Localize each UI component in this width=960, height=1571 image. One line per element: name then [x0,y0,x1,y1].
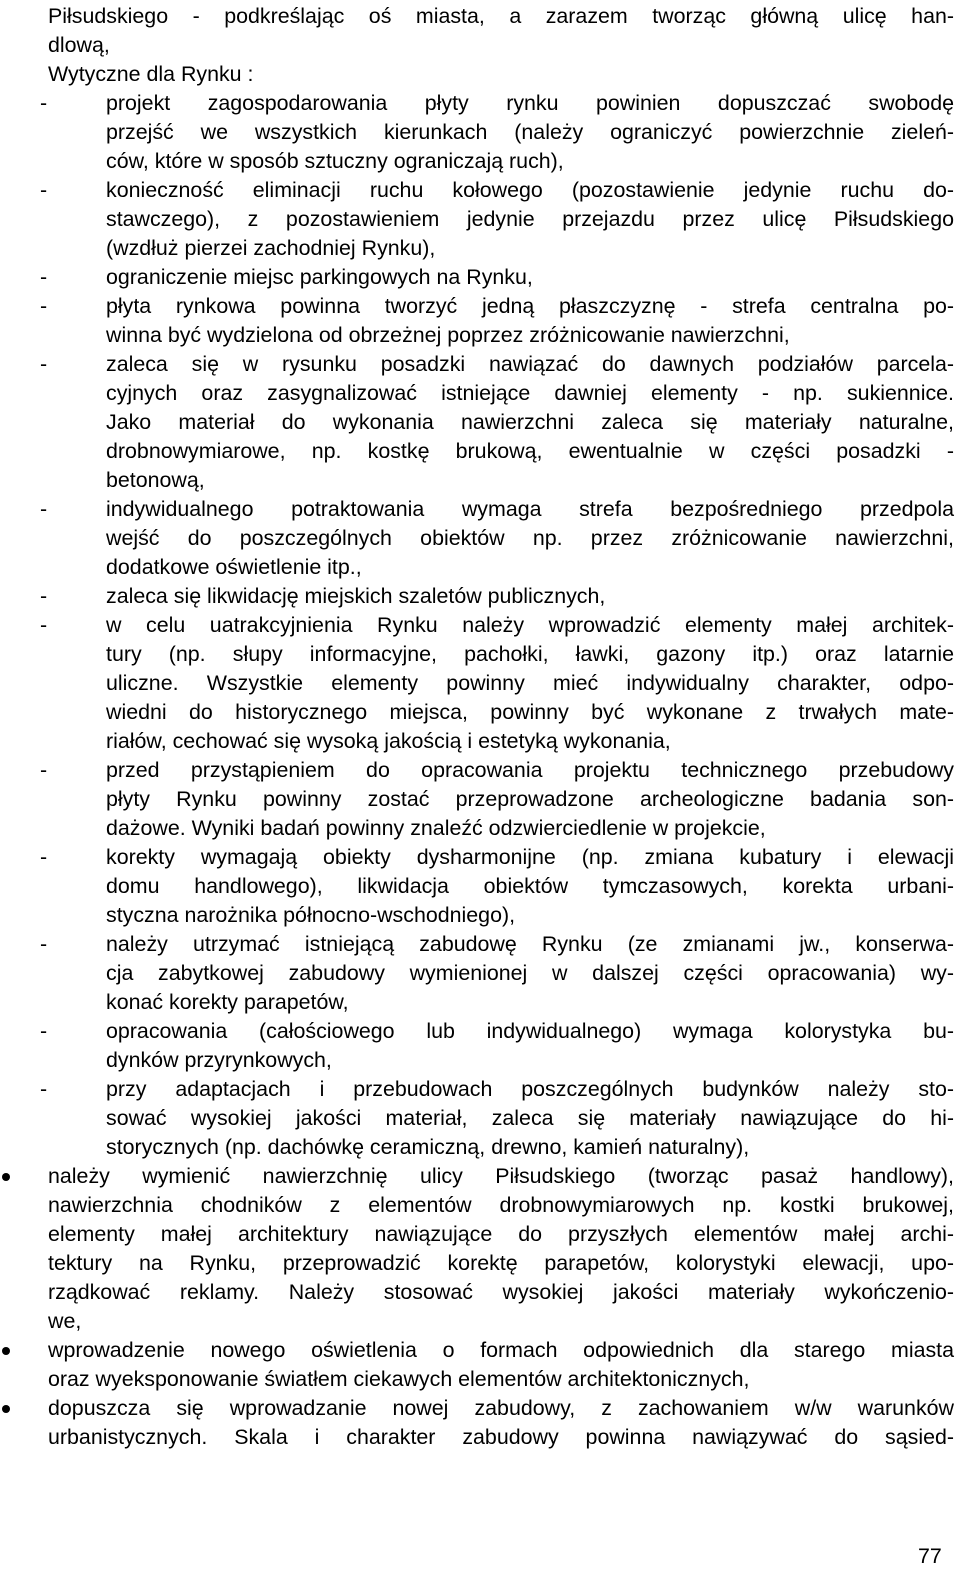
text-line: Wytyczne dla Rynku : [48,62,254,86]
text-line: korekty wymagają obiekty dysharmonijne (np. zmiana kubatury i elewacji [106,845,954,869]
text-line: uliczne. Wszystkie elementy powinny mieć indywidualny charakter, odpo- [106,671,954,695]
list-dash-marker: - [40,294,48,318]
list-dash-marker: - [40,584,48,608]
text-line: tury (np. słupy informacyjne, pachołki, ławki, gazony itp.) oraz latarnie [106,642,954,666]
text-line: riałów, cechować się wysoką jakością i estetyką wykonania, [106,729,671,753]
text-line: drobnowymiarowe, np. kostkę brukową, ewentualnie w części posadzki - [106,439,954,463]
text-line: indywidualnego potraktowania wymaga strefa bezpośredniego przedpola [106,497,954,521]
list-dash-marker: - [40,352,48,376]
text-line: dopuszcza się wprowadzanie nowej zabudowy, z zachowaniem w/w warunków [48,1396,954,1420]
text-line: stawczego), z pozostawieniem jedynie przejazdu przez ulicę Piłsudskiego [106,207,954,231]
text-line: betonową, [106,468,205,492]
text-line: projekt zagospodarowania płyty rynku powinien dopuszczać swobodę [106,91,954,115]
text-line: (wzdłuż pierzei zachodniej Rynku), [106,236,436,260]
text-line: winna być wydzielona od obrzeżnej poprzez zróżnicowanie nawierzchni, [106,323,790,347]
text-line: dynków przyrynkowych, [106,1048,332,1072]
text-line: dodatkowe oświetlenie itp., [106,555,362,579]
list-dash-marker: - [40,613,48,637]
list-dash-marker: - [40,178,48,202]
text-line: konać korekty parapetów, [106,990,349,1014]
text-line: opracowania (całościowego lub indywidualnego) wymaga kolorystyka bu- [106,1019,954,1043]
text-line: ograniczenie miejsc parkingowych na Rynku, [106,265,533,289]
text-line: wejść do poszczególnych obiektów np. przez zróżnicowanie nawierzchni, [106,526,954,550]
text-line: konieczność eliminacji ruchu kołowego (pozostawienie jedynie ruchu do- [106,178,954,202]
text-line: wiedni do historycznego miejsca, powinny być wykonane z trwałych mate- [106,700,954,724]
list-dash-marker: - [40,845,48,869]
list-dash-marker: - [40,1077,48,1101]
text-line: oraz wyeksponowanie światłem ciekawych elementów architektonicznych, [48,1367,750,1391]
text-line: należy wymienić nawierzchnię ulicy Piłsudskiego (tworząc pasaż handlowy), [48,1164,954,1188]
text-line: zaleca się likwidację miejskich szaletów publicznych, [106,584,606,608]
bullet-marker [2,1405,10,1413]
text-line: elementy małej architektury nawiązujące do przyszłych elementów małej archi- [48,1222,954,1246]
list-dash-marker: - [40,497,48,521]
text-line: przejść we wszystkich kierunkach (należy ograniczyć powierzchnie zieleń- [106,120,954,144]
text-line: płyty Rynku powinny zostać przeprowadzone archeologiczne badania son- [106,787,954,811]
list-dash-marker: - [40,758,48,782]
text-line: storycznych (np. dachówkę ceramiczną, drewno, kamień naturalny), [106,1135,750,1159]
text-line: przed przystąpieniem do opracowania projektu technicznego przebudowy [106,758,954,782]
text-line: cja zabytkowej zabudowy wymienionej w dalszej części opracowania) wy- [106,961,954,985]
text-line: urbanistycznych. Skala i charakter zabudowy powinna nawiązywać do sąsied- [48,1425,954,1449]
list-dash-marker: - [40,932,48,956]
text-line: we, [48,1309,82,1333]
page-number: 77 [918,1544,942,1568]
text-line: nawierzchnia chodników z elementów drobnowymiarowych np. kostki brukowej, [48,1193,954,1217]
text-line: wprowadzenie nowego oświetlenia o formach odpowiednich dla starego miasta [48,1338,954,1362]
bullet-marker [2,1173,10,1181]
text-line: rządkować reklamy. Należy stosować wysokiej jakości materiały wykończenio- [48,1280,954,1304]
text-line: Piłsudskiego - podkreślając oś miasta, a zarazem tworząc główną ulicę han- [48,4,954,28]
text-line: Jako materiał do wykonania nawierzchni zaleca się materiały naturalne, [106,410,954,434]
list-dash-marker: - [40,265,48,289]
text-line: należy utrzymać istniejącą zabudowę Rynku (ze zmianami jw., konserwa- [106,932,954,956]
text-line: cyjnych oraz zasygnalizować istniejące dawniej elementy - np. sukiennice. [106,381,954,405]
text-line: dażowe. Wyniki badań powinny znaleźć odzwierciedlenie w projekcie, [106,816,766,840]
text-line: płyta rynkowa powinna tworzyć jedną płaszczyznę - strefa centralna po- [106,294,954,318]
text-line: dlową, [48,33,110,57]
text-line: sować wysokiej jakości materiał, zaleca się materiały nawiązujące do hi- [106,1106,954,1130]
list-dash-marker: - [40,1019,48,1043]
text-line: styczna narożnika północno-wschodniego), [106,903,516,927]
text-line: tektury na Rynku, przeprowadzić korektę parapetów, kolorystyki elewacji, upo- [48,1251,954,1275]
bullet-marker [2,1347,10,1355]
text-line: przy adaptacjach i przebudowach poszczególnych budynków należy sto- [106,1077,954,1101]
list-dash-marker: - [40,91,48,115]
text-line: w celu uatrakcyjnienia Rynku należy wprowadzić elementy małej architek- [106,613,954,637]
text-line: ców, które w sposób sztuczny ograniczają ruch), [106,149,564,173]
text-line: domu handlowego), likwidacja obiektów tymczasowych, korekta urbani- [106,874,954,898]
text-line: zaleca się w rysunku posadzki nawiązać do dawnych podziałów parcela- [106,352,954,376]
